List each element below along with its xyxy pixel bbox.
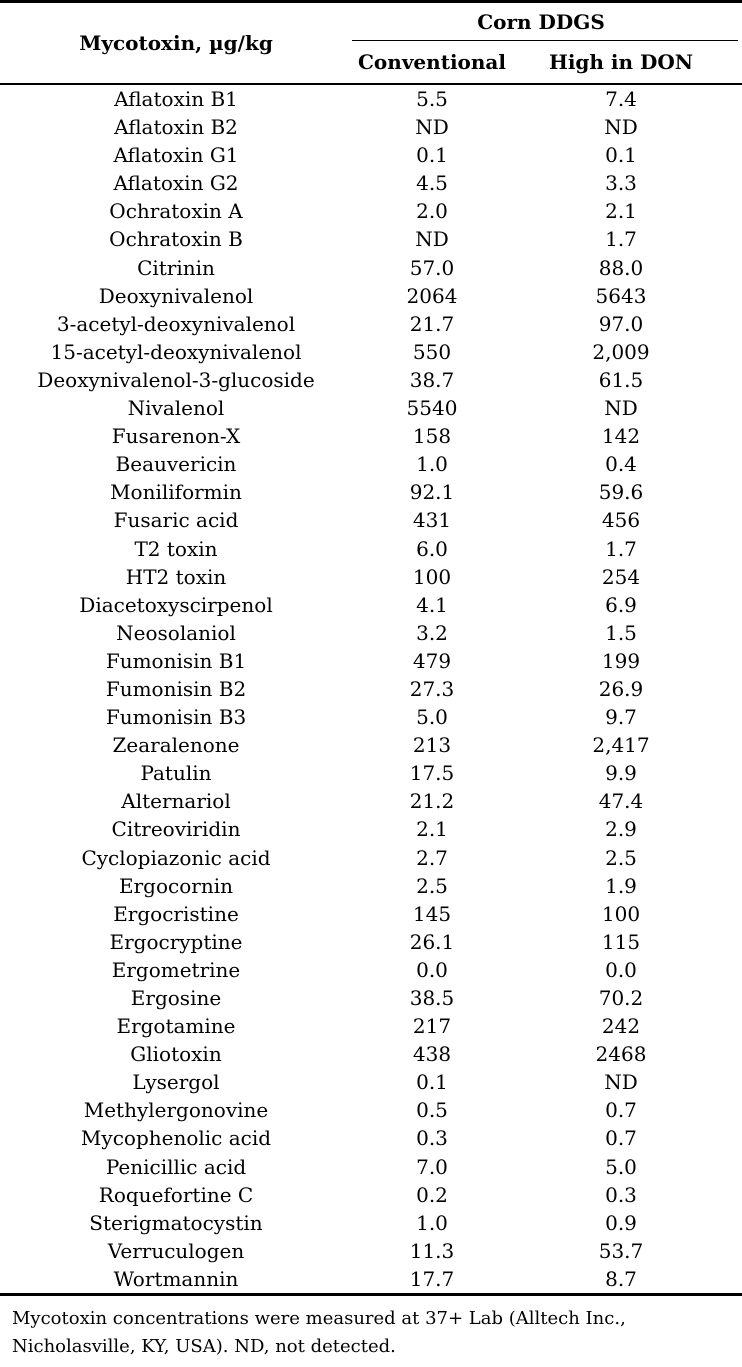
high-in-don-value-cell: 1.7	[605, 536, 637, 561]
column-header-mycotoxin: Mycotoxin, µg/kg	[0, 2, 352, 85]
high-in-don-value-cell: ND	[604, 1070, 638, 1095]
column-header-conventional: Conventional	[352, 41, 512, 84]
mycotoxin-name-cell: Aflatoxin B2	[114, 115, 238, 140]
mycotoxin-name-cell: Citreoviridin	[111, 817, 241, 842]
mycotoxin-name-cell: Fumonisin B2	[105, 676, 247, 701]
mycotoxin-name-cell: Methylergonovine	[83, 1098, 269, 1123]
table-row	[0, 169, 742, 197]
mycotoxin-name-cell: Zearalenone	[112, 733, 240, 758]
table-row	[0, 1068, 742, 1096]
high-in-don-value-cell: 2468	[595, 1042, 647, 1067]
mycotoxin-name-cell: T2 toxin	[134, 536, 218, 561]
high-in-don-value-cell: 9.7	[605, 705, 637, 730]
table-row	[0, 844, 742, 872]
table-row	[0, 1040, 742, 1068]
conventional-value-cell: 92.1	[409, 480, 455, 505]
table-row	[0, 619, 742, 647]
conventional-value-cell: 217	[412, 1014, 452, 1039]
high-in-don-value-cell: 53.7	[598, 1238, 644, 1263]
high-in-don-value-cell: 47.4	[598, 789, 644, 814]
mycotoxin-name-cell: Mycophenolic acid	[80, 1126, 272, 1151]
high-in-don-value-cell: 142	[601, 424, 641, 449]
conventional-value-cell: 21.2	[409, 789, 455, 814]
mycotoxin-name-cell: Ochratoxin A	[109, 199, 243, 224]
table-row	[0, 310, 742, 338]
table-row	[0, 1012, 742, 1040]
mycotoxin-name-cell: Fusaric acid	[113, 508, 239, 533]
table-row	[0, 563, 742, 591]
mycotoxin-name-cell: Gliotoxin	[130, 1042, 222, 1067]
table-row	[0, 254, 742, 282]
high-in-don-value-cell: 115	[601, 929, 641, 954]
mycotoxin-name-cell: Neosolaniol	[116, 620, 236, 645]
conventional-value-cell: 0.1	[416, 1070, 448, 1095]
mycotoxin-name-cell: Ergometrine	[111, 957, 241, 982]
high-in-don-value-cell: 1.7	[605, 227, 637, 252]
table-row	[0, 703, 742, 731]
table-row	[0, 787, 742, 815]
high-in-don-value-cell: 0.0	[605, 957, 637, 982]
high-in-don-value-cell: 0.7	[605, 1126, 637, 1151]
conventional-value-cell: 3.2	[416, 620, 448, 645]
high-in-don-value-cell: 3.3	[605, 171, 637, 196]
table-row	[0, 422, 742, 450]
table-row	[0, 338, 742, 366]
high-in-don-value-cell: 5.0	[605, 1154, 637, 1179]
high-in-don-value-cell: 2.9	[605, 817, 637, 842]
mycotoxin-name-cell: Ergotamine	[116, 1014, 236, 1039]
table-row	[0, 394, 742, 422]
mycotoxin-name-cell: 3-acetyl-deoxynivalenol	[56, 311, 296, 336]
conventional-value-cell: 38.7	[409, 367, 455, 392]
conventional-value-cell: 145	[412, 901, 452, 926]
table-row	[0, 506, 742, 534]
table-row	[0, 1237, 742, 1265]
table-row	[0, 282, 742, 310]
high-in-don-value-cell: ND	[604, 115, 638, 140]
table-row	[0, 197, 742, 225]
mycotoxin-name-cell: Citrinin	[137, 255, 215, 280]
conventional-value-cell: 1.0	[416, 1210, 448, 1235]
table-header	[0, 2, 742, 85]
conventional-value-cell: 4.1	[416, 592, 448, 617]
table-row	[0, 366, 742, 394]
conventional-value-cell: 17.7	[352, 1265, 512, 1295]
high-in-don-value-cell: 1.9	[605, 873, 637, 898]
mycotoxin-name-cell: Ergocornin	[119, 873, 233, 898]
high-in-don-value-cell: 59.6	[598, 480, 644, 505]
high-in-don-value-cell: 26.9	[598, 676, 644, 701]
table-footnote: Mycotoxin concentrations were measured at 37+ Lab (Alltech Inc., Nicholasville, KY, USA). ND, not detected.	[12, 1308, 626, 1358]
conventional-value-cell: ND	[415, 227, 449, 252]
high-in-don-value-cell: 242	[601, 1014, 641, 1039]
conventional-value-cell: 2.0	[416, 199, 448, 224]
conventional-value-cell: 5.0	[416, 705, 448, 730]
conventional-value-cell: 431	[412, 508, 452, 533]
high-in-don-value-cell: 7.4	[605, 87, 637, 111]
table-row	[0, 113, 742, 141]
conventional-value-cell: 2.1	[416, 817, 448, 842]
conventional-value-cell: 100	[412, 564, 452, 589]
mycotoxin-name-cell: Ochratoxin B	[109, 227, 243, 252]
mycotoxin-name-cell: Diacetoxyscirpenol	[79, 592, 273, 617]
table-row	[0, 900, 742, 928]
conventional-value-cell: ND	[415, 115, 449, 140]
mycotoxin-name-cell: Aflatoxin G1	[113, 143, 239, 168]
conventional-value-cell: 21.7	[409, 311, 455, 336]
table-row	[0, 731, 742, 759]
high-in-don-value-cell: 2,009	[592, 339, 650, 364]
conventional-value-cell: 1.0	[416, 452, 448, 477]
high-in-don-value-cell: 456	[601, 508, 641, 533]
table-row	[0, 1181, 742, 1209]
mycotoxin-name-cell: Lysergol	[132, 1070, 220, 1095]
conventional-value-cell: 5540	[406, 396, 458, 421]
table-row	[0, 647, 742, 675]
conventional-value-cell: 2064	[406, 283, 458, 308]
column-group-header-corn-ddgs: Corn DDGS	[352, 2, 742, 42]
mycotoxin-name-cell: Ergocryptine	[109, 929, 243, 954]
mycotoxin-name-cell: Nivalenol	[127, 396, 225, 421]
mycotoxin-name-cell: Moniliformin	[110, 480, 242, 505]
high-in-don-value-cell: ND	[604, 396, 638, 421]
table-row	[0, 478, 742, 506]
table-row	[0, 1124, 742, 1152]
mycotoxin-name-cell: Ergosine	[130, 986, 222, 1010]
conventional-value-cell: 213	[412, 733, 452, 758]
conventional-value-cell: 0.2	[416, 1182, 448, 1207]
high-in-don-value-cell: 97.0	[598, 311, 644, 336]
high-in-don-value-cell: 8.7	[512, 1265, 742, 1295]
table-row	[0, 872, 742, 900]
mycotoxin-name-cell: Deoxynivalenol-3-glucoside	[37, 367, 315, 392]
column-header-high-in-don: High in DON	[512, 41, 742, 84]
mycotoxin-name-cell: Fumonisin B1	[105, 648, 247, 673]
high-in-don-value-cell: 70.2	[598, 986, 644, 1010]
high-in-don-value-cell: 0.3	[605, 1182, 637, 1207]
high-in-don-value-cell: 9.9	[605, 761, 637, 786]
table-row	[0, 984, 742, 1012]
mycotoxin-name-cell: Beauvericin	[115, 452, 237, 477]
mycotoxin-name-cell: Sterigmatocystin	[89, 1210, 263, 1235]
mycotoxin-name-cell: Alternariol	[121, 789, 231, 814]
table-row	[0, 591, 742, 619]
table-body	[0, 84, 742, 1295]
conventional-value-cell: 4.5	[416, 171, 448, 196]
conventional-value-cell: 479	[412, 648, 452, 673]
mycotoxin-name-cell: Aflatoxin G2	[113, 171, 239, 196]
high-in-don-value-cell: 2,417	[592, 733, 650, 758]
conventional-value-cell: 2.7	[416, 845, 448, 870]
mycotoxin-name-cell: Deoxynivalenol	[98, 283, 254, 308]
conventional-value-cell: 550	[412, 339, 452, 364]
conventional-value-cell: 57.0	[409, 255, 455, 280]
conventional-value-cell: 38.5	[409, 986, 455, 1010]
mycotoxin-name-cell: Cyclopiazonic acid	[81, 845, 271, 870]
conventional-value-cell: 17.5	[409, 761, 455, 786]
high-in-don-value-cell: 0.9	[605, 1210, 637, 1235]
table-row	[0, 815, 742, 843]
mycotoxin-name-cell: Wortmannin	[0, 1265, 352, 1295]
high-in-don-value-cell: 1.5	[605, 620, 637, 645]
high-in-don-value-cell: 6.9	[605, 592, 637, 617]
conventional-value-cell: 0.3	[416, 1126, 448, 1151]
high-in-don-value-cell: 0.7	[605, 1098, 637, 1123]
mycotoxin-name-cell: Aflatoxin B1	[114, 87, 238, 111]
high-in-don-value-cell: 2.5	[605, 845, 637, 870]
conventional-value-cell: 7.0	[416, 1154, 448, 1179]
table-row	[0, 928, 742, 956]
table-row	[0, 450, 742, 478]
table-row	[0, 141, 742, 169]
mycotoxin-name-cell: Ergocristine	[113, 901, 239, 926]
high-in-don-value-cell: 88.0	[598, 255, 644, 280]
table-row	[0, 1096, 742, 1124]
high-in-don-value-cell: 5643	[595, 283, 647, 308]
conventional-value-cell: 6.0	[416, 536, 448, 561]
table-row	[0, 675, 742, 703]
table-row	[0, 1153, 742, 1181]
high-in-don-value-cell: 2.1	[605, 199, 637, 224]
table-row	[0, 759, 742, 787]
conventional-value-cell: 158	[412, 424, 452, 449]
high-in-don-value-cell: 0.1	[605, 143, 637, 168]
table-row	[0, 84, 742, 113]
conventional-value-cell: 11.3	[409, 1238, 455, 1263]
mycotoxin-name-cell: Roquefortine C	[98, 1182, 254, 1207]
mycotoxin-name-cell: Fumonisin B3	[105, 705, 247, 730]
conventional-value-cell: 27.3	[409, 676, 455, 701]
conventional-value-cell: 438	[412, 1042, 452, 1067]
conventional-value-cell: 2.5	[416, 873, 448, 898]
table-row	[0, 1209, 742, 1237]
high-in-don-value-cell: 254	[601, 564, 641, 589]
mycotoxin-name-cell: 15-acetyl-deoxynivalenol	[50, 339, 302, 364]
table-row	[0, 1265, 742, 1295]
mycotoxin-name-cell: Fusarenon-X	[111, 424, 241, 449]
conventional-value-cell: 0.1	[416, 143, 448, 168]
mycotoxin-name-cell: HT2 toxin	[125, 564, 227, 589]
conventional-value-cell: 26.1	[409, 929, 455, 954]
mycotoxin-name-cell: Verruculogen	[107, 1238, 245, 1263]
high-in-don-value-cell: 61.5	[598, 367, 644, 392]
header-row-group	[0, 2, 742, 42]
conventional-value-cell: 5.5	[416, 87, 448, 111]
high-in-don-value-cell: 0.4	[605, 452, 637, 477]
table-row	[0, 535, 742, 563]
table-row	[0, 956, 742, 984]
high-in-don-value-cell: 199	[601, 648, 641, 673]
conventional-value-cell: 0.0	[416, 957, 448, 982]
mycotoxin-name-cell: Patulin	[140, 761, 212, 786]
mycotoxin-name-cell: Penicillic acid	[105, 1154, 247, 1179]
conventional-value-cell: 0.5	[416, 1098, 448, 1123]
table-row	[0, 225, 742, 253]
high-in-don-value-cell: 100	[601, 901, 641, 926]
